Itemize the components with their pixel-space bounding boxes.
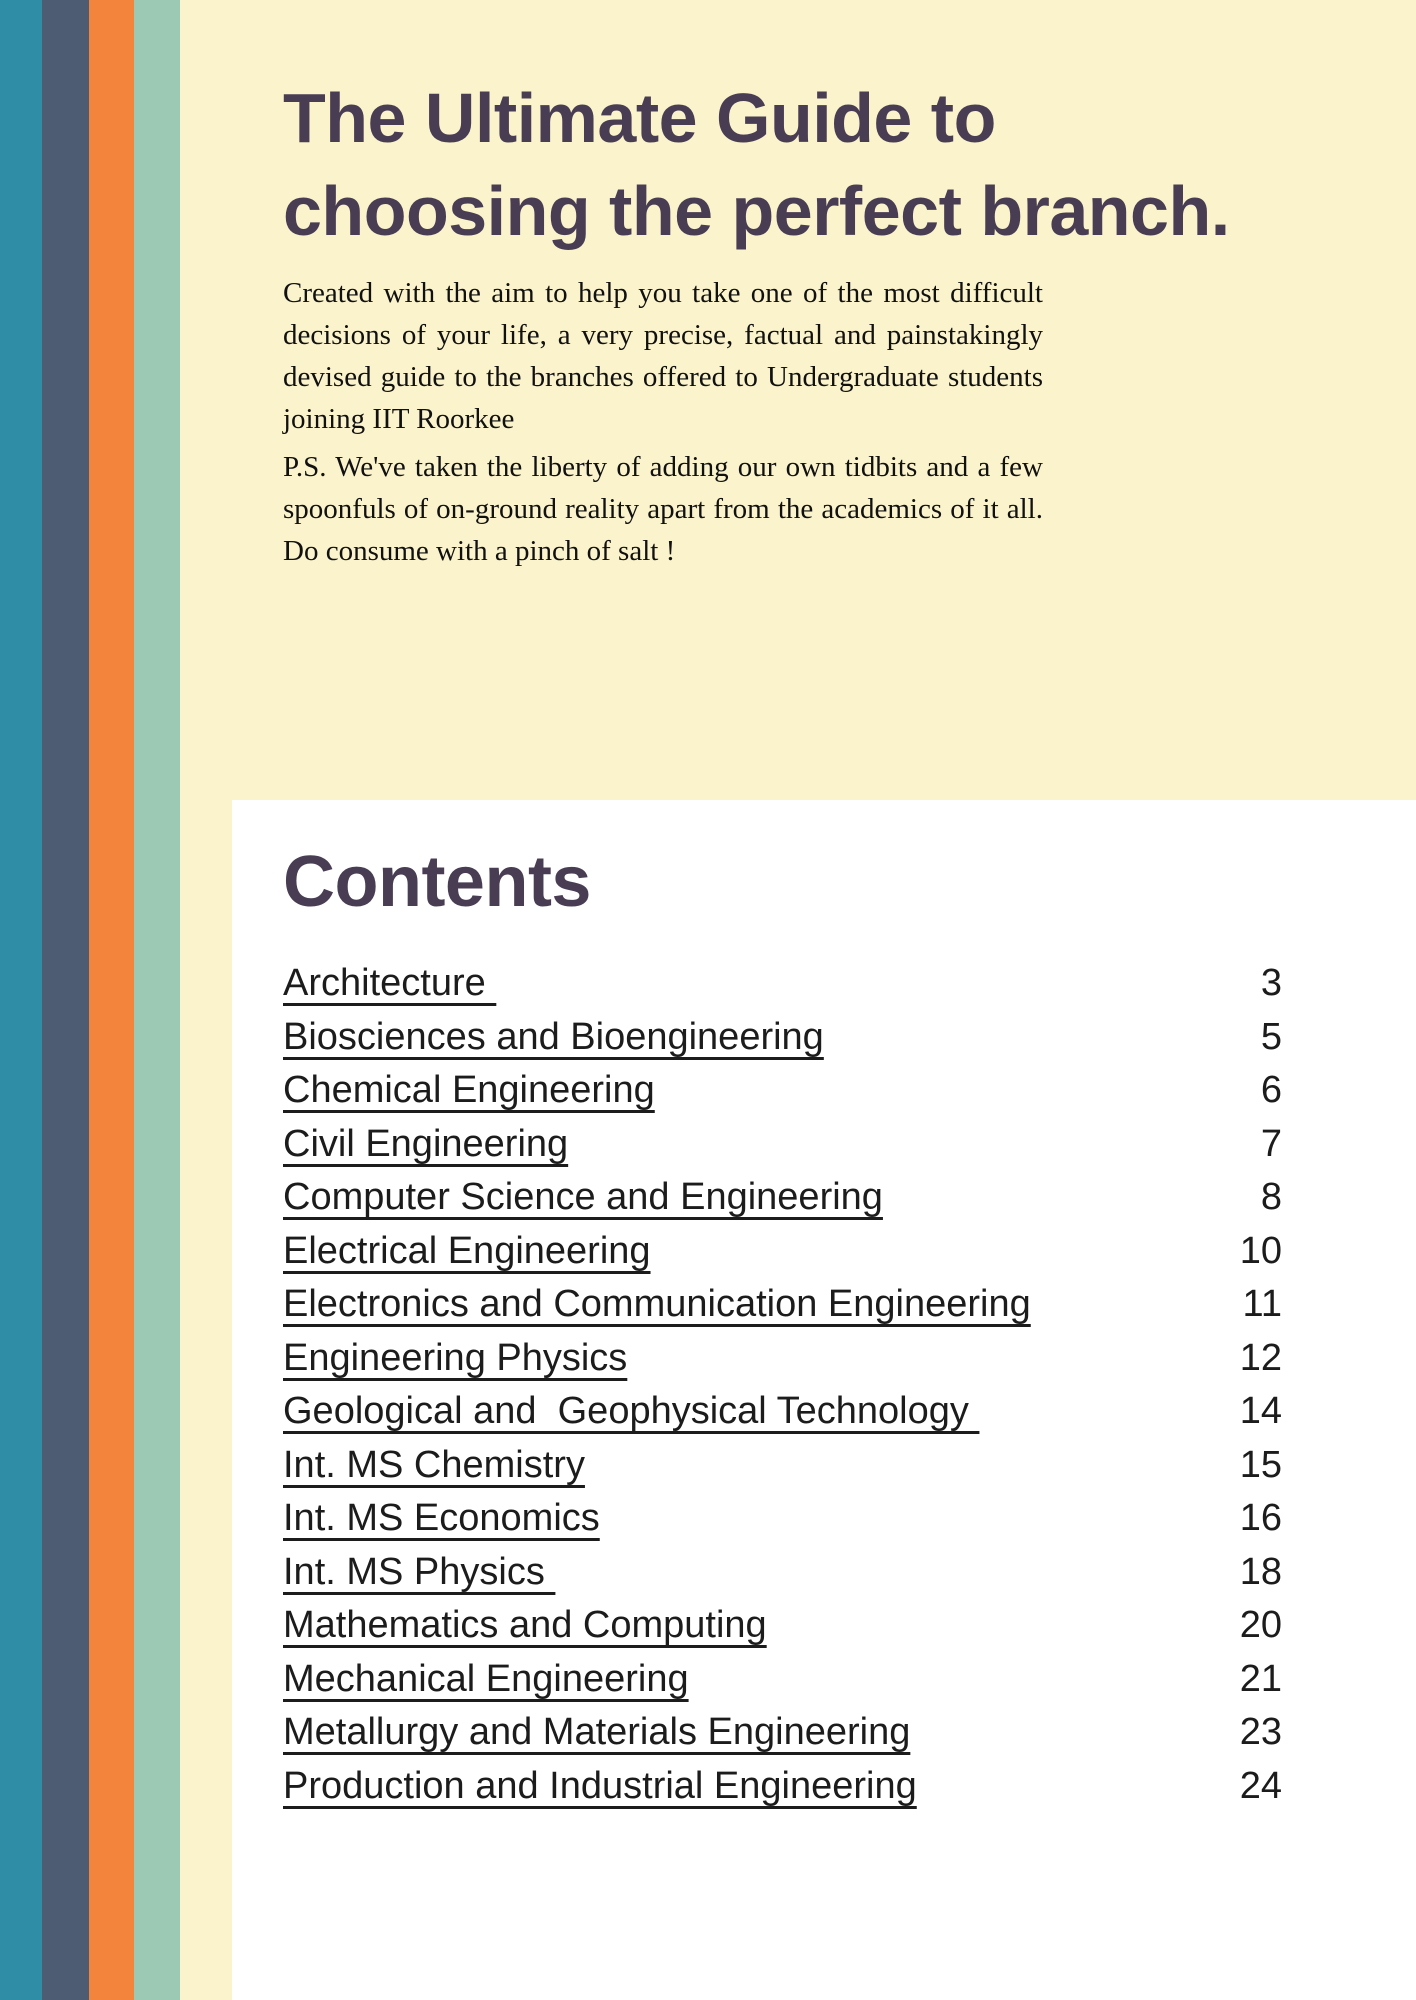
toc-link[interactable]: Civil Engineering (283, 1122, 569, 1165)
toc-page-number: 14 (1239, 1390, 1282, 1432)
stripe-orange-decoration (89, 0, 134, 2000)
toc-page-number: 21 (1239, 1657, 1282, 1700)
toc-page-number: 11 (1242, 1283, 1282, 1325)
ps-line: Do consume with a pinch of salt ! (283, 535, 676, 567)
intro-line: Created with the aim to help you take one of the most difficult (283, 277, 1043, 309)
toc-row (283, 1497, 1282, 1551)
toc-link[interactable]: Computer Science and Engineering (283, 1176, 883, 1218)
toc-page-number: 15 (1239, 1443, 1282, 1486)
intro-paragraph (283, 272, 1043, 440)
toc-row (283, 962, 1282, 1016)
toc-page-number: 7 (1260, 1122, 1282, 1165)
toc-link[interactable]: Geological and Geophysical Technology (283, 1390, 980, 1432)
cover-header (283, 72, 1230, 572)
toc-row (283, 1604, 1282, 1658)
intro-line: devised guide to the branches offered to Undergraduate students (283, 361, 1043, 393)
toc-link[interactable]: Metallurgy and Materials Engineering (283, 1711, 911, 1753)
toc-link[interactable]: Biosciences and Bioengineering (283, 1015, 824, 1058)
intro-line: joining IIT Roorkee (283, 403, 515, 435)
toc-link[interactable]: Mechanical Engineering (283, 1657, 689, 1700)
contents-panel (232, 800, 1416, 2000)
toc-link[interactable]: Chemical Engineering (283, 1069, 655, 1111)
toc-link[interactable]: Mathematics and Computing (283, 1604, 767, 1646)
toc-row (283, 1230, 1282, 1284)
toc-page-number: 10 (1239, 1229, 1282, 1272)
toc-page-number: 20 (1239, 1604, 1282, 1646)
toc-page-number: 16 (1239, 1497, 1282, 1539)
stripe-teal-decoration (0, 0, 42, 2000)
contents-heading: Contents (283, 842, 591, 922)
intro-line: decisions of your life, a very precise, factual and painstakingly (283, 319, 1043, 351)
toc-link[interactable]: Int. MS Economics (283, 1497, 600, 1539)
toc-row (283, 1176, 1282, 1230)
toc-row (283, 1283, 1282, 1337)
toc-row (283, 1390, 1282, 1444)
toc-link[interactable]: Int. MS Chemistry (283, 1443, 585, 1486)
ps-line: P.S. We've taken the liberty of adding our own tidbits and a few (283, 451, 1043, 483)
toc-row (283, 1337, 1282, 1391)
ps-paragraph (283, 446, 1043, 572)
toc-row (283, 1016, 1282, 1070)
toc-page-number: 24 (1239, 1764, 1282, 1807)
toc-link[interactable]: Int. MS Physics (283, 1550, 556, 1593)
toc-page-number: 6 (1260, 1069, 1282, 1111)
ps-line: spoonfuls of on-ground reality apart from the academics of it all. (283, 493, 1043, 525)
toc-row (283, 1444, 1282, 1498)
toc-list (283, 962, 1282, 1818)
toc-link[interactable]: Electronics and Communication Engineering (283, 1283, 1031, 1325)
stripe-sage-decoration (134, 0, 180, 2000)
toc-link[interactable]: Architecture (283, 962, 497, 1004)
toc-page-number: 23 (1239, 1711, 1282, 1753)
page-title-line: The Ultimate Guide to (283, 79, 996, 157)
toc-page-number: 12 (1239, 1336, 1282, 1379)
toc-link[interactable]: Production and Industrial Engineering (283, 1764, 917, 1807)
page-title-line: choosing the perfect branch. (283, 172, 1230, 250)
toc-row (283, 1551, 1282, 1605)
page-title (283, 72, 1230, 258)
toc-link[interactable]: Electrical Engineering (283, 1229, 651, 1272)
toc-page-number: 5 (1260, 1015, 1282, 1058)
toc-link[interactable]: Engineering Physics (283, 1336, 628, 1379)
toc-page-number: 18 (1239, 1550, 1282, 1593)
toc-row (283, 1765, 1282, 1819)
toc-row (283, 1658, 1282, 1712)
toc-page-number: 8 (1260, 1176, 1282, 1218)
stripe-slate-decoration (42, 0, 89, 2000)
toc-row (283, 1711, 1282, 1765)
toc-page-number: 3 (1260, 962, 1282, 1004)
toc-row (283, 1069, 1282, 1123)
toc-row (283, 1123, 1282, 1177)
